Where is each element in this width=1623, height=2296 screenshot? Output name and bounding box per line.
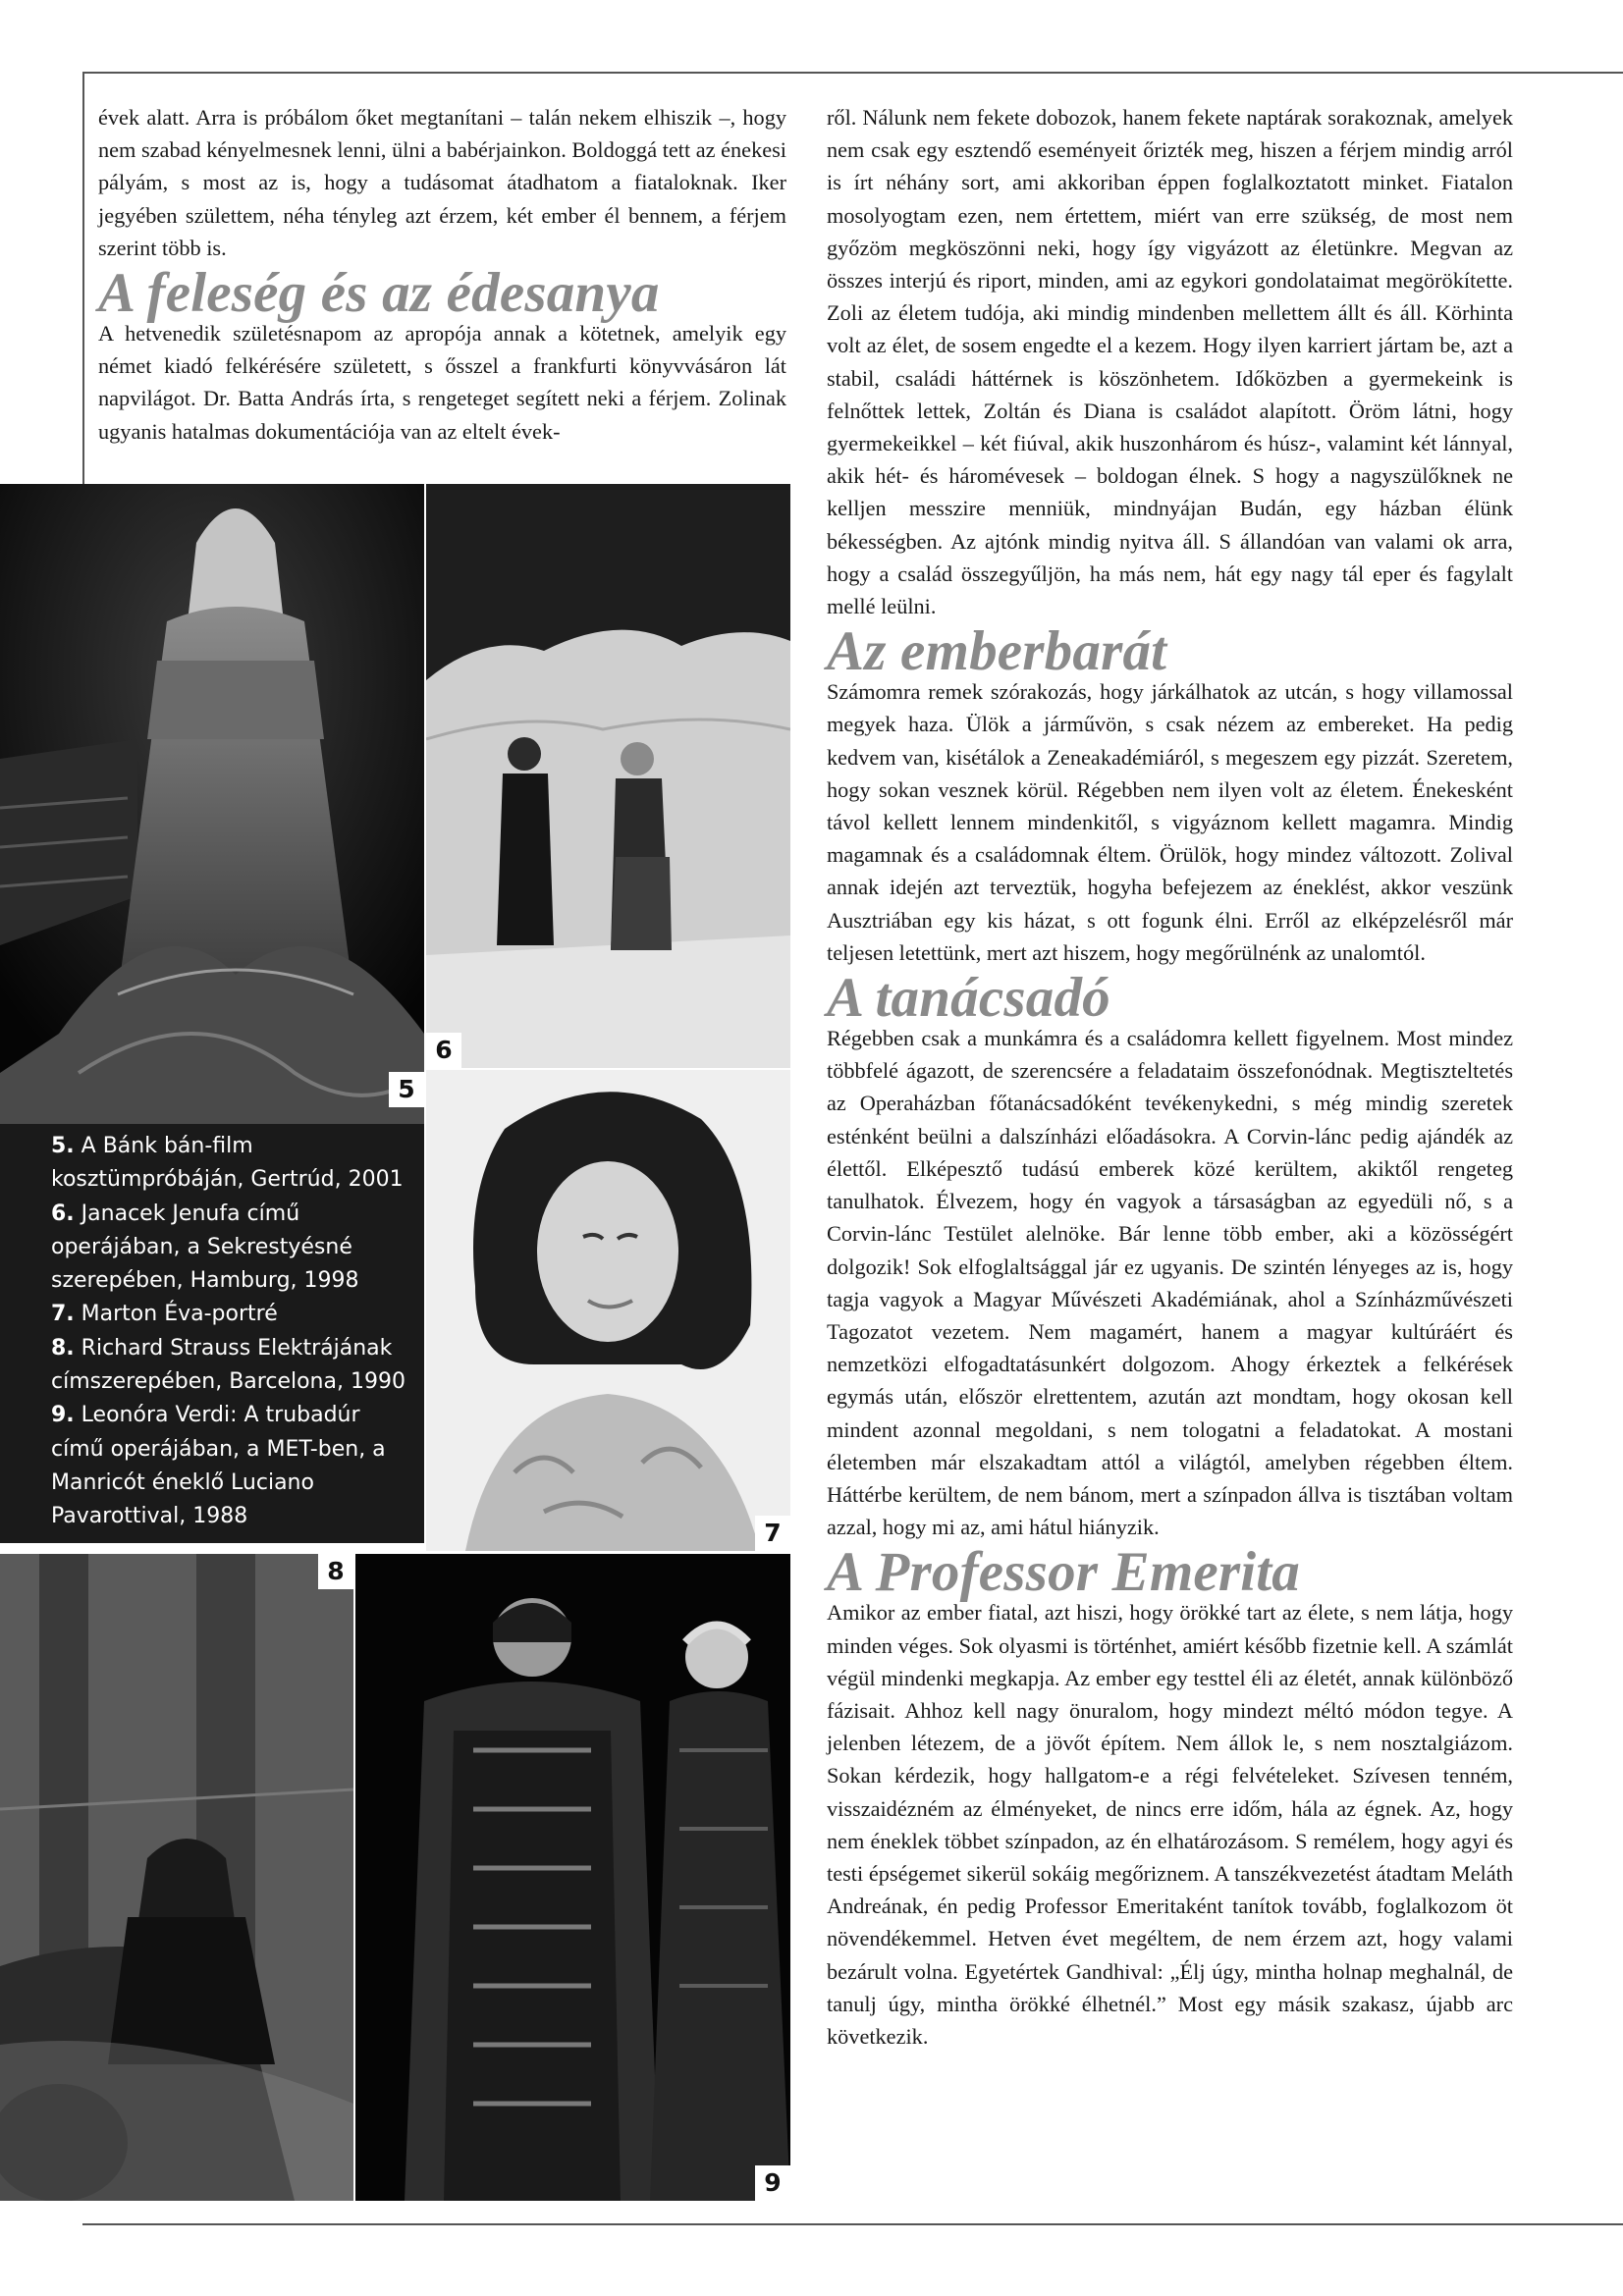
left-rule (82, 72, 84, 484)
section-wife-text-right: ről. Nálunk nem fekete dobozok, hanem fekete naptárak sorakoznak, amelyek nem csak egy esztendő eseményeit őrizték meg, hiszen a férjem mindig arról is írt néhány sort, ami akkoriban éppen foglalkoztatott minket. Fiatalon mosolyogtam ezen, nem értettem, miért van erre szükség, de most nem győzöm megköszönni neki, hogy így vigyázott az életünkre. Megvan az összes interjú és riport, minden, ami az egykori gondolataimat megörökítette. Zoli az életem tudója, aki mindig mindenben mellettem állt és áll. Körhinta volt az élet, de sosem engedte el a kezem. Hogy ilyen karriert jártam be, azt a stabil, családi háttérnek is köszönhetem. Időközben a gyermekeink is felnőttek lettek, Zoltán és Diana is családot alapított. Öröm látni, hogy gyermekeikkel – két fiúval, akik huszonhárom és húsz-, valamint két lánnyal, akik hét- és háromévesek – boldogan élnek. S hogy a nagyszülőknek ne kelljen messzire menniük, mindnyájan Budán, egy házban élünk békességben. Az ajtónk mindig nyitva áll. S állandóan van valami ok arra, hogy a család összegyűljön, ha más nem, hát egy nagy tál eper és fagylalt mellé leülni. (827, 105, 1513, 619)
photo-number-9: 9 (755, 2165, 790, 2201)
photo-captions (51, 1130, 419, 1534)
section-wife-text-left: A hetvenedik születésnapom az apropója annak a kötetnek, amelyik egy német kiadó felkérésére született, s ősszel a frankfurti könyvvásáron lát napvilágot. Dr. Batta András írta, s rengeteget segített neki a férjem. Zolinak ugyanis hatalmas dokumentációja van az eltelt évek- (98, 321, 786, 444)
photo-number-5: 5 (389, 1072, 424, 1107)
section-heading-wife: A feleség és az édesanya (98, 262, 660, 325)
left-column (98, 101, 786, 448)
photo-7 (426, 1070, 790, 1551)
photo-9-image (355, 1554, 790, 2201)
caption-8: 8. Richard Strauss Elektrájának címszerepében, Barcelona, 1990 (51, 1335, 406, 1395)
photo-5-image (0, 484, 424, 1124)
top-rule (82, 72, 1623, 74)
photo-6-image (426, 484, 790, 1068)
section-heading-professor: A Professor Emerita (827, 1541, 1301, 1604)
section-advisor-text: Régebben csak a munkámra és a családomra kellett figyelnem. Most mindez többfelé ágazott, de szerencsére a feladataim összefonódnak. Megtiszteltetés az Operaházban főtanácsadóként tevékenykedni, s még mindig szeretek esténként beülni a dalszínházi előadásokra. A Corvin-lánc pedig ajándék az élettől. Elképesztő tudású emberek közé kerültem, akiktől rengeteg tanulhatok. Élvezem, hogy én vagyok a társaságban az egyedüli nő, s a Corvin-lánc Testület alelnöke. Bár lenne több ember, aki a közösségért dolgozik! Sok elfoglaltsággal jár ez ugyanis. De szintén lényeges az is, hogy tagja vagyok a Magyar Művészeti Akadémiának, ahol a Színházművészeti Tagozatot vezetem. Nem magamért, hanem a magyar kultúráért és nemzetközi elfogadtatásunkért dolgozom. Ahogy érkeztek a felkérések egymás után, először elrettentem, azután azt mondtam, hogy okosan kell mindent azonnal megoldani, s nem tologatni a feladatokat. A mostani életemben már elszakadtam attól a világtól, amelyben régebben éltem. Háttérbe kerültem, de nem bánom, mert a színpadon állva is tisztában voltam azzal, hogy mi az, ami hátul hiányzik. (827, 1026, 1513, 1540)
section-heading-advisor: A tanácsadó (827, 967, 1110, 1030)
photo-number-6: 6 (426, 1033, 461, 1068)
caption-6: 6. Janacek Jenufa című operájában, a Sekrestyésné szerepében, Hamburg, 1998 (51, 1201, 359, 1294)
right-column (827, 101, 1513, 2053)
section-philanthropist-text: Számomra remek szórakozás, hogy járkálhatok az utcán, s hogy villamossal megyek haza. Ülök a járművön, s csak nézem az embereket. Ha pedig kedvem van, kisétálok a Zeneakadémiáról, s megeszem egy pizzát. Szeretem, hogy sokan vesznek körül. Régebben nem ilyen volt az életem. Énekesként távol kellett lennem mindenkitől, s vigyáznom kellett magamra. Mindig magamnak és a családomnak éltem. Örülök, hogy mindez változott. Zolival annak idején azt terveztük, hogyha befejezem az éneklést, akkor veszünk Ausztriában egy kis házat, s ott fogunk élni. Erről az elképzelésről már teljesen letettünk, mert azt hiszem, hogy megőrülnénk az unalomtól. (827, 679, 1513, 965)
photo-8-image (0, 1554, 353, 2201)
photo-number-8: 8 (318, 1554, 353, 1589)
caption-7: 7. Marton Éva-portré (51, 1302, 278, 1327)
section-professor-text: Amikor az ember fiatal, azt hiszi, hogy örökké tart az élete, s nem látja, hogy minden véges. Sok olyasmi is történhet, amiért később fizetnie kell. A számlát végül mindenki megkapja. Az ember egy testtel éli az életét, annak különböző fázisait. Ahhoz kell nagy önuralom, hogy mindezt méltó módon tegye. A jelenben létezem, de a jövőt építem. Nem állok le, s nem nosztalgiázom. Sokan kérdezik, hogy hallgatom-e a régi felvételeket. Szívesen tenném, visszaidézném az élményeket, de nincs erre időm, hála az égnek. Az, hogy nem éneklek többet színpadon, az én elhatározásom. S remélem, hogy agyi és testi épségemet sikerül sokáig megőriznem. A tanszékvezetést átadtam Meláth Andreának, én pedig Professor Emeritaként tanítok tovább, foglalkozom öt növendékemmel. Hetven évet megéltem, de nem érzem azt, hogy valami bezárult volna. Egyetértek Gandhival: „Élj úgy, mintha holnap meghalnál, de tanulj úgy, mintha örökké élhetnél.” Most egy másik szakasz, újabb arc következik. (827, 1600, 1513, 2049)
photo-9 (355, 1554, 790, 2201)
photo-8 (0, 1554, 353, 2201)
caption-5: 5. A Bánk bán-film kosztümpróbáján, Gertrúd, 2001 (51, 1134, 404, 1193)
photo-number-7: 7 (755, 1516, 790, 1551)
bottom-rule (82, 2223, 1623, 2225)
caption-9: 9. Leonóra Verdi: A trubadúr című operájában, a MET-ben, a Manricót éneklő Luciano Pavarottival, 1988 (51, 1403, 386, 1529)
photo-6 (426, 484, 790, 1068)
photo-7-image (426, 1070, 790, 1551)
photo-5 (0, 484, 424, 1124)
intro-paragraph: évek alatt. Arra is próbálom őket megtanítani – talán nekem elhiszik –, hogy nem szabad kényelmesnek lenni, ülni a babérjainkon. Boldoggá tett az énekesi pályám, s most az is, hogy a tudásomat átadhatom a fiataloknak. Iker jegyében születtem, néha tényleg azt érzem, két ember él bennem, a férjem szerint több is. (98, 105, 786, 260)
section-heading-philanthropist: Az emberbarát (827, 620, 1167, 683)
